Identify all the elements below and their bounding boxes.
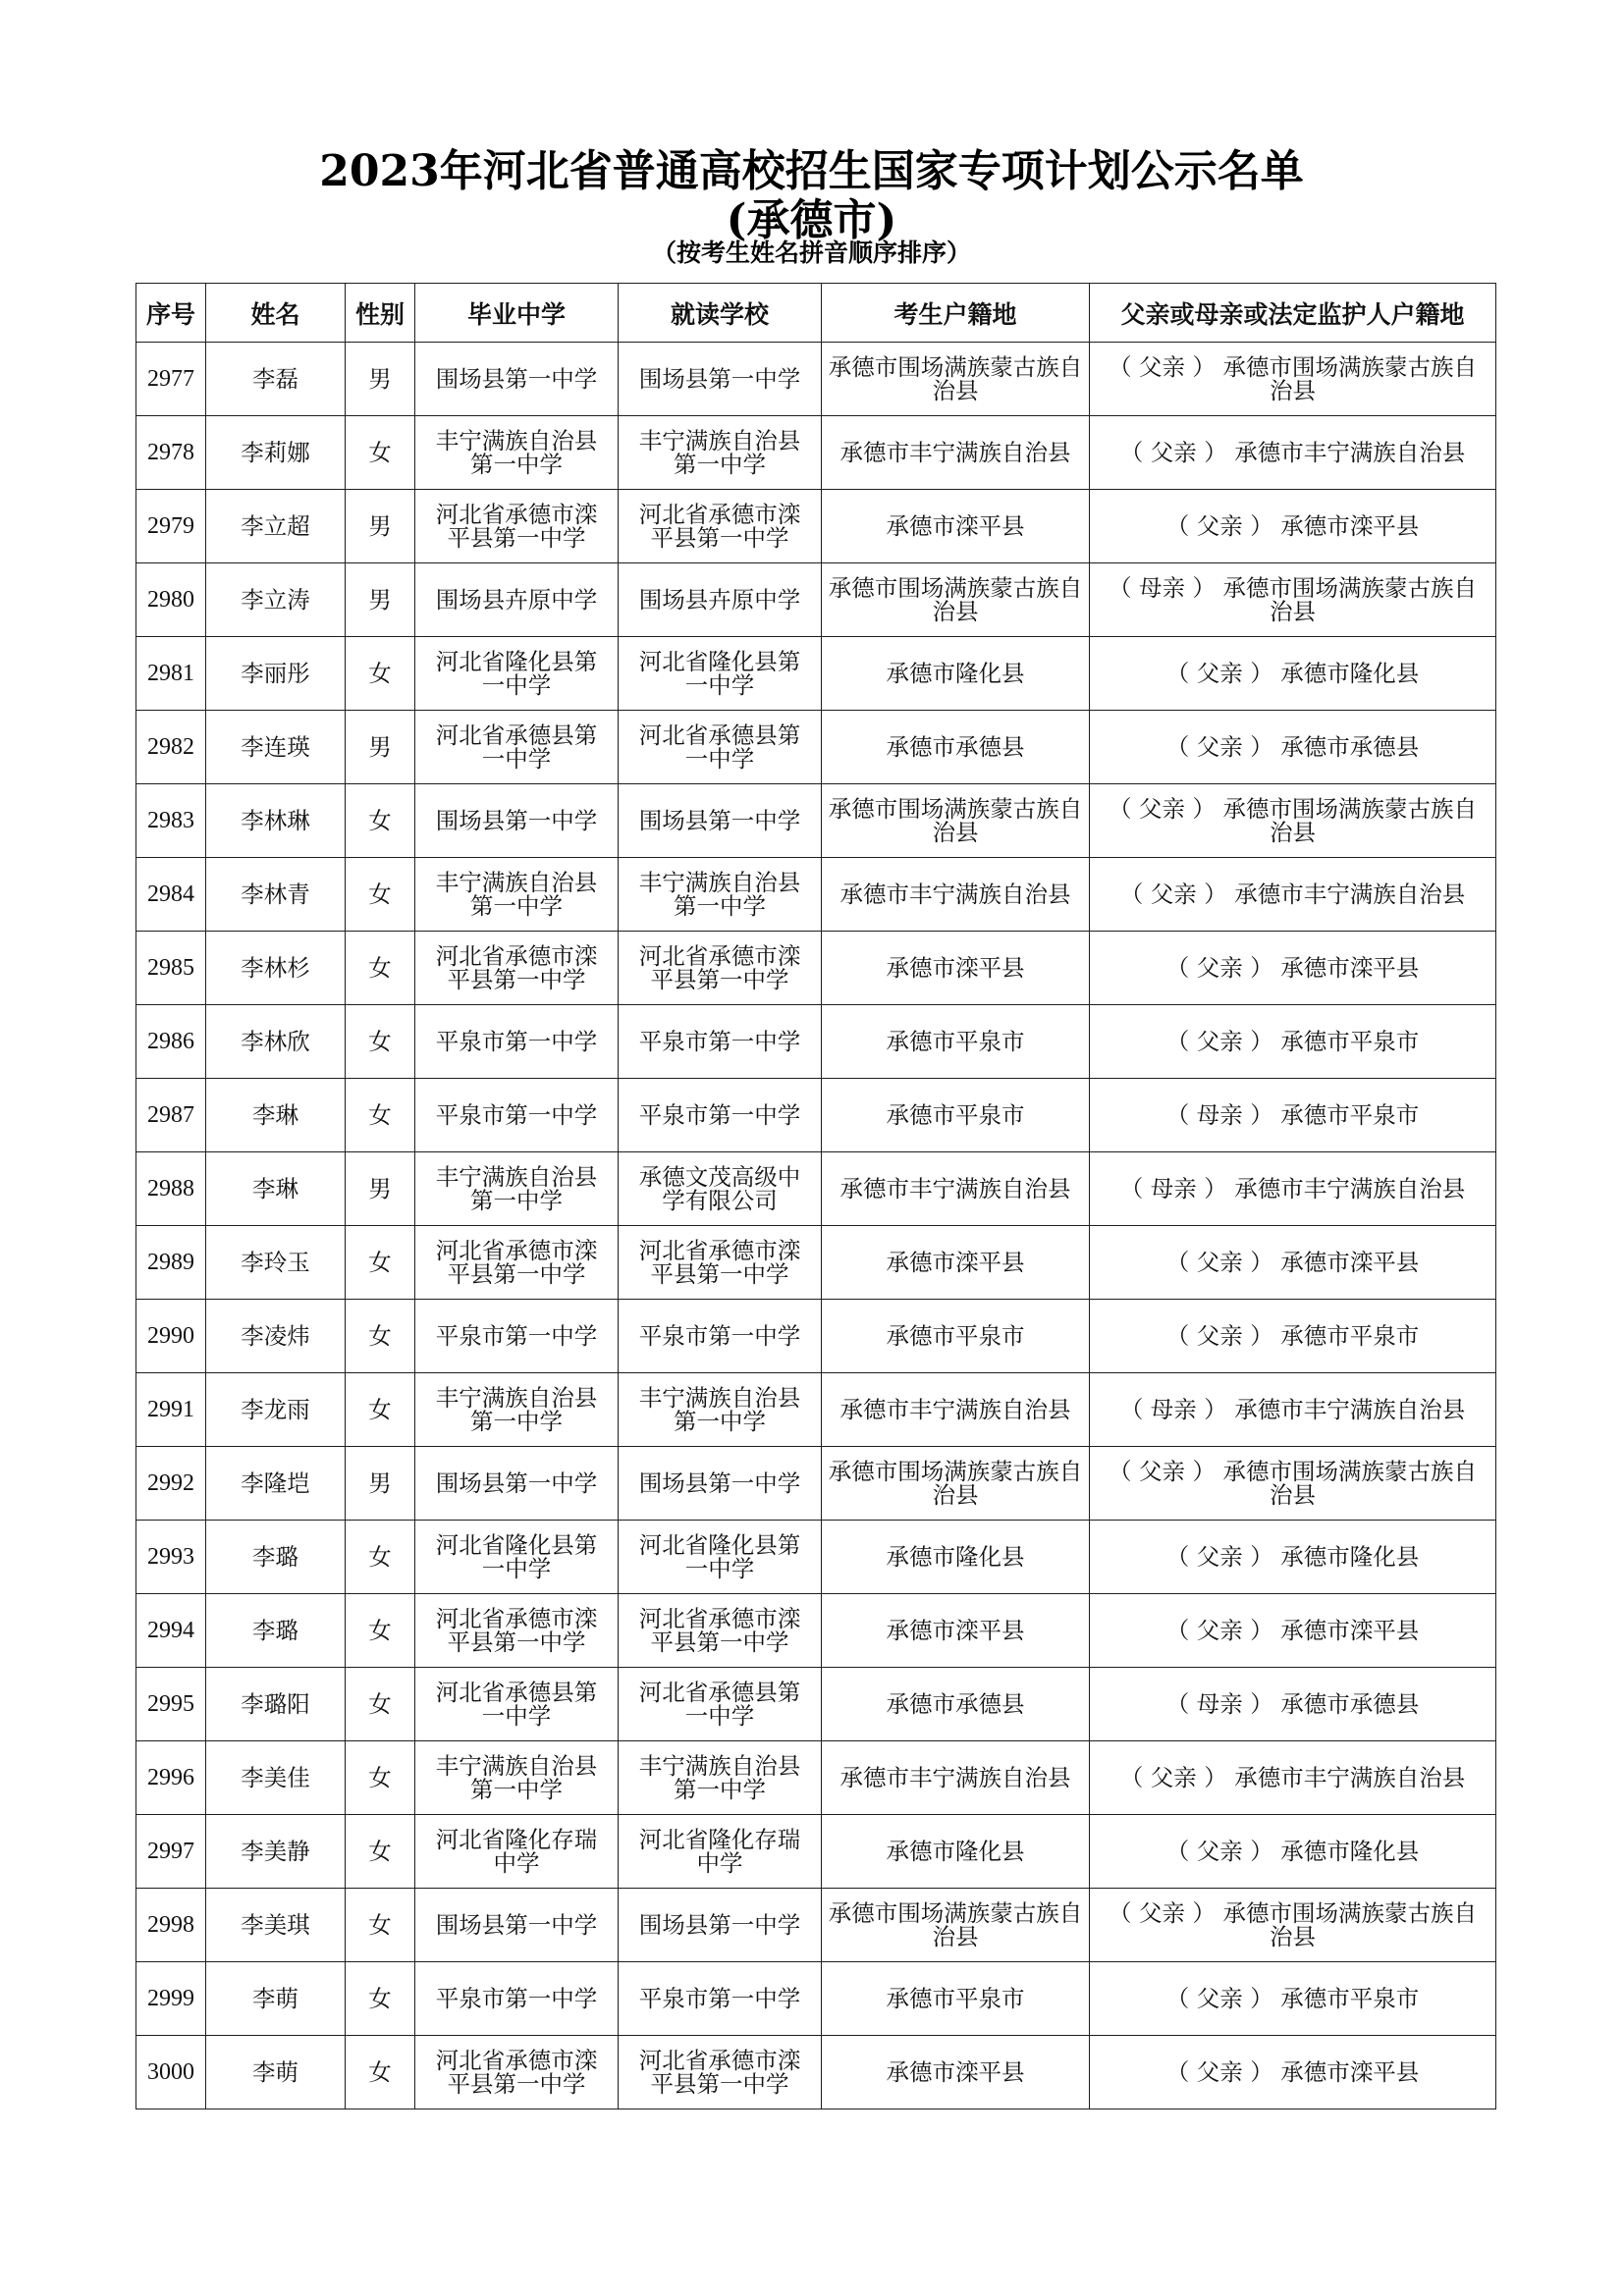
cell-name: 李隆垲: [206, 1447, 346, 1521]
cell-current-school: 承德文茂高级中学有限公司: [619, 1152, 822, 1226]
cell-seq: 2986: [136, 1005, 206, 1079]
cell-candidate-residence: 承德市滦平县: [822, 2036, 1090, 2109]
table-row: [136, 416, 1496, 490]
cell-gender: 女: [346, 1521, 415, 1594]
cell-name: 李美静: [206, 1815, 346, 1889]
cell-graduation-school: 平泉市第一中学: [415, 1079, 619, 1152]
cell-graduation-school: 丰宁满族自治县第一中学: [415, 416, 619, 490]
table-row: [136, 1594, 1496, 1668]
cell-gender: 男: [346, 1152, 415, 1226]
cell-current-school: 河北省隆化县第一中学: [619, 637, 822, 711]
cell-guardian-residence: （ 父亲 ） 承德市围场满族蒙古族自治县: [1090, 784, 1496, 858]
cell-name: 李连瑛: [206, 711, 346, 784]
cell-current-school: 围场县第一中学: [619, 784, 822, 858]
cell-current-school: 丰宁满族自治县第一中学: [619, 1373, 822, 1447]
cell-graduation-school: 河北省承德县第一中学: [415, 1668, 619, 1741]
cell-graduation-school: 河北省承德县第一中学: [415, 711, 619, 784]
cell-current-school: 围场县卉原中学: [619, 563, 822, 637]
cell-gender: 女: [346, 1889, 415, 1962]
cell-current-school: 围场县第一中学: [619, 1447, 822, 1521]
cell-candidate-residence: 承德市滦平县: [822, 490, 1090, 563]
cell-candidate-residence: 承德市围场满族蒙古族自治县: [822, 1889, 1090, 1962]
table-row: [136, 1300, 1496, 1373]
cell-candidate-residence: 承德市滦平县: [822, 1594, 1090, 1668]
cell-graduation-school: 围场县第一中学: [415, 1889, 619, 1962]
table-row: [136, 1373, 1496, 1447]
cell-candidate-residence: 承德市围场满族蒙古族自治县: [822, 343, 1090, 416]
cell-current-school: 平泉市第一中学: [619, 1962, 822, 2036]
cell-graduation-school: 围场县卉原中学: [415, 563, 619, 637]
cell-name: 李立超: [206, 490, 346, 563]
cell-gender: 女: [346, 1668, 415, 1741]
cell-graduation-school: 河北省隆化县第一中学: [415, 637, 619, 711]
cell-guardian-residence: （ 父亲 ） 承德市围场满族蒙古族自治县: [1090, 343, 1496, 416]
cell-guardian-residence: （ 父亲 ） 承德市丰宁满族自治县: [1090, 416, 1496, 490]
cell-guardian-residence: （ 父亲 ） 承德市丰宁满族自治县: [1090, 858, 1496, 932]
cell-gender: 男: [346, 490, 415, 563]
cell-seq: 2987: [136, 1079, 206, 1152]
cell-name: 李璐: [206, 1521, 346, 1594]
cell-gender: 女: [346, 637, 415, 711]
cell-gender: 女: [346, 1300, 415, 1373]
cell-name: 李璐: [206, 1594, 346, 1668]
cell-name: 李林欣: [206, 1005, 346, 1079]
header-row: [136, 284, 1496, 343]
cell-candidate-residence: 承德市隆化县: [822, 1815, 1090, 1889]
cell-current-school: 围场县第一中学: [619, 1889, 822, 1962]
cell-guardian-residence: （ 父亲 ） 承德市承德县: [1090, 711, 1496, 784]
cell-guardian-residence: （ 父亲 ） 承德市围场满族蒙古族自治县: [1090, 1889, 1496, 1962]
cell-seq: 2990: [136, 1300, 206, 1373]
cell-candidate-residence: 承德市平泉市: [822, 1300, 1090, 1373]
cell-gender: 女: [346, 1741, 415, 1815]
cell-guardian-residence: （ 父亲 ） 承德市隆化县: [1090, 1815, 1496, 1889]
sort-note: （按考生姓名拼音顺序排序）: [651, 239, 971, 267]
cell-gender: 男: [346, 711, 415, 784]
cell-gender: 女: [346, 1962, 415, 2036]
cell-current-school: 平泉市第一中学: [619, 1005, 822, 1079]
table-row: [136, 1741, 1496, 1815]
cell-candidate-residence: 承德市滦平县: [822, 932, 1090, 1005]
cell-seq: 2981: [136, 637, 206, 711]
cell-guardian-residence: （ 父亲 ） 承德市滦平县: [1090, 1594, 1496, 1668]
cell-candidate-residence: 承德市平泉市: [822, 1005, 1090, 1079]
cell-candidate-residence: 承德市丰宁满族自治县: [822, 1741, 1090, 1815]
cell-name: 李琳: [206, 1079, 346, 1152]
cell-seq: 2982: [136, 711, 206, 784]
table-row: [136, 784, 1496, 858]
cell-guardian-residence: （ 父亲 ） 承德市平泉市: [1090, 1005, 1496, 1079]
cell-seq: 2983: [136, 784, 206, 858]
cell-name: 李凌炜: [206, 1300, 346, 1373]
cell-candidate-residence: 承德市隆化县: [822, 1521, 1090, 1594]
cell-candidate-residence: 承德市隆化县: [822, 637, 1090, 711]
page-title: 2023年河北省普通高校招生国家专项计划公示名单: [319, 146, 1304, 196]
cell-seq: 2992: [136, 1447, 206, 1521]
cell-seq: 2997: [136, 1815, 206, 1889]
table-row: [136, 1668, 1496, 1741]
cell-graduation-school: 平泉市第一中学: [415, 1005, 619, 1079]
table-row: [136, 637, 1496, 711]
cell-gender: 女: [346, 1594, 415, 1668]
cell-gender: 男: [346, 563, 415, 637]
cell-current-school: 河北省承德县第一中学: [619, 1668, 822, 1741]
cell-seq: 2977: [136, 343, 206, 416]
table-row: [136, 490, 1496, 563]
cell-gender: 女: [346, 858, 415, 932]
cell-guardian-residence: （ 父亲 ） 承德市隆化县: [1090, 637, 1496, 711]
cell-graduation-school: 河北省承德市滦平县第一中学: [415, 932, 619, 1005]
cell-guardian-residence: （ 母亲 ） 承德市丰宁满族自治县: [1090, 1152, 1496, 1226]
cell-seq: 2978: [136, 416, 206, 490]
cell-seq: 2993: [136, 1521, 206, 1594]
cell-current-school: 河北省承德市滦平县第一中学: [619, 1594, 822, 1668]
cell-guardian-residence: （ 父亲 ） 承德市平泉市: [1090, 1300, 1496, 1373]
cell-current-school: 平泉市第一中学: [619, 1079, 822, 1152]
cell-name: 李立涛: [206, 563, 346, 637]
cell-graduation-school: 围场县第一中学: [415, 784, 619, 858]
column-header-guardian-residence: 父亲或母亲或法定监护人户籍地: [1090, 284, 1496, 343]
cell-candidate-residence: 承德市丰宁满族自治县: [822, 1152, 1090, 1226]
cell-graduation-school: 河北省隆化存瑞中学: [415, 1815, 619, 1889]
cell-guardian-residence: （ 父亲 ） 承德市隆化县: [1090, 1521, 1496, 1594]
cell-name: 李林杉: [206, 932, 346, 1005]
table-row: [136, 1005, 1496, 1079]
column-header-seq: 序号: [136, 284, 206, 343]
table-row: [136, 711, 1496, 784]
cell-graduation-school: 丰宁满族自治县第一中学: [415, 1152, 619, 1226]
table-row: [136, 343, 1496, 416]
cell-gender: 女: [346, 2036, 415, 2109]
cell-guardian-residence: （ 父亲 ） 承德市滦平县: [1090, 1226, 1496, 1300]
table-row: [136, 1815, 1496, 1889]
cell-graduation-school: 河北省承德市滦平县第一中学: [415, 1226, 619, 1300]
cell-seq: 2985: [136, 932, 206, 1005]
cell-guardian-residence: （ 父亲 ） 承德市平泉市: [1090, 1962, 1496, 2036]
cell-name: 李磊: [206, 343, 346, 416]
cell-current-school: 河北省承德市滦平县第一中学: [619, 1226, 822, 1300]
cell-graduation-school: 平泉市第一中学: [415, 1300, 619, 1373]
column-header-name: 姓名: [206, 284, 346, 343]
cell-graduation-school: 丰宁满族自治县第一中学: [415, 858, 619, 932]
column-header-candidate-residence: 考生户籍地: [822, 284, 1090, 343]
cell-current-school: 河北省隆化存瑞中学: [619, 1815, 822, 1889]
cell-guardian-residence: （ 父亲 ） 承德市滦平县: [1090, 2036, 1496, 2109]
cell-candidate-residence: 承德市承德县: [822, 711, 1090, 784]
table-row: [136, 858, 1496, 932]
cell-graduation-school: 丰宁满族自治县第一中学: [415, 1741, 619, 1815]
cell-graduation-school: 河北省承德市滦平县第一中学: [415, 490, 619, 563]
cell-current-school: 丰宁满族自治县第一中学: [619, 416, 822, 490]
cell-candidate-residence: 承德市围场满族蒙古族自治县: [822, 563, 1090, 637]
cell-candidate-residence: 承德市围场满族蒙古族自治县: [822, 1447, 1090, 1521]
cell-seq: 2994: [136, 1594, 206, 1668]
table-row: [136, 1521, 1496, 1594]
cell-current-school: 河北省承德市滦平县第一中学: [619, 490, 822, 563]
cell-current-school: 围场县第一中学: [619, 343, 822, 416]
cell-gender: 女: [346, 784, 415, 858]
cell-current-school: 平泉市第一中学: [619, 1300, 822, 1373]
cell-gender: 男: [346, 343, 415, 416]
table-row: [136, 563, 1496, 637]
cell-gender: 女: [346, 1226, 415, 1300]
candidate-table: [135, 283, 1496, 2109]
cell-seq: 2980: [136, 563, 206, 637]
cell-guardian-residence: （ 父亲 ） 承德市丰宁满族自治县: [1090, 1741, 1496, 1815]
cell-candidate-residence: 承德市承德县: [822, 1668, 1090, 1741]
cell-seq: 2991: [136, 1373, 206, 1447]
cell-gender: 女: [346, 932, 415, 1005]
table-row: [136, 1889, 1496, 1962]
table-row: [136, 1152, 1496, 1226]
table-body: [136, 343, 1496, 2109]
cell-guardian-residence: （ 母亲 ） 承德市承德县: [1090, 1668, 1496, 1741]
cell-current-school: 丰宁满族自治县第一中学: [619, 1741, 822, 1815]
cell-seq: 2988: [136, 1152, 206, 1226]
table-row: [136, 1447, 1496, 1521]
column-header-gender: 性别: [346, 284, 415, 343]
cell-seq: 2979: [136, 490, 206, 563]
cell-gender: 女: [346, 1005, 415, 1079]
cell-current-school: 河北省承德县第一中学: [619, 711, 822, 784]
cell-current-school: 丰宁满族自治县第一中学: [619, 858, 822, 932]
cell-seq: 2999: [136, 1962, 206, 2036]
cell-gender: 男: [346, 1447, 415, 1521]
cell-current-school: 河北省隆化县第一中学: [619, 1521, 822, 1594]
cell-graduation-school: 平泉市第一中学: [415, 1962, 619, 2036]
cell-candidate-residence: 承德市平泉市: [822, 1079, 1090, 1152]
cell-seq: 2995: [136, 1668, 206, 1741]
cell-graduation-school: 围场县第一中学: [415, 343, 619, 416]
cell-name: 李丽彤: [206, 637, 346, 711]
table-row: [136, 932, 1496, 1005]
column-header-current-school: 就读学校: [619, 284, 822, 343]
cell-candidate-residence: 承德市丰宁满族自治县: [822, 416, 1090, 490]
table-header: [136, 284, 1496, 343]
cell-guardian-residence: （ 母亲 ） 承德市围场满族蒙古族自治县: [1090, 563, 1496, 637]
table-row: [136, 1226, 1496, 1300]
column-header-graduation-school: 毕业中学: [415, 284, 619, 343]
cell-graduation-school: 河北省承德市滦平县第一中学: [415, 2036, 619, 2109]
cell-guardian-residence: （ 父亲 ） 承德市滦平县: [1090, 932, 1496, 1005]
cell-name: 李美佳: [206, 1741, 346, 1815]
cell-guardian-residence: （ 父亲 ） 承德市滦平县: [1090, 490, 1496, 563]
cell-guardian-residence: （ 母亲 ） 承德市丰宁满族自治县: [1090, 1373, 1496, 1447]
cell-name: 李莉娜: [206, 416, 346, 490]
page-subtitle: (承德市): [726, 195, 897, 245]
cell-name: 李璐阳: [206, 1668, 346, 1741]
cell-graduation-school: 丰宁满族自治县第一中学: [415, 1373, 619, 1447]
cell-name: 李龙雨: [206, 1373, 346, 1447]
cell-name: 李萌: [206, 2036, 346, 2109]
cell-name: 李林青: [206, 858, 346, 932]
cell-candidate-residence: 承德市围场满族蒙古族自治县: [822, 784, 1090, 858]
cell-seq: 2996: [136, 1741, 206, 1815]
cell-current-school: 河北省承德市滦平县第一中学: [619, 2036, 822, 2109]
cell-gender: 女: [346, 416, 415, 490]
cell-guardian-residence: （ 父亲 ） 承德市围场满族蒙古族自治县: [1090, 1447, 1496, 1521]
cell-candidate-residence: 承德市滦平县: [822, 1226, 1090, 1300]
cell-gender: 女: [346, 1815, 415, 1889]
cell-guardian-residence: （ 母亲 ） 承德市平泉市: [1090, 1079, 1496, 1152]
cell-seq: 3000: [136, 2036, 206, 2109]
cell-gender: 女: [346, 1079, 415, 1152]
cell-seq: 2998: [136, 1889, 206, 1962]
cell-graduation-school: 围场县第一中学: [415, 1447, 619, 1521]
cell-gender: 女: [346, 1373, 415, 1447]
cell-name: 李琳: [206, 1152, 346, 1226]
table-row: [136, 1962, 1496, 2036]
cell-candidate-residence: 承德市丰宁满族自治县: [822, 1373, 1090, 1447]
cell-seq: 2984: [136, 858, 206, 932]
cell-name: 李玲玉: [206, 1226, 346, 1300]
table-row: [136, 2036, 1496, 2109]
cell-name: 李林琳: [206, 784, 346, 858]
cell-name: 李美琪: [206, 1889, 346, 1962]
cell-candidate-residence: 承德市平泉市: [822, 1962, 1090, 2036]
cell-seq: 2989: [136, 1226, 206, 1300]
cell-graduation-school: 河北省承德市滦平县第一中学: [415, 1594, 619, 1668]
cell-name: 李萌: [206, 1962, 346, 2036]
cell-graduation-school: 河北省隆化县第一中学: [415, 1521, 619, 1594]
cell-current-school: 河北省承德市滦平县第一中学: [619, 932, 822, 1005]
table-row: [136, 1079, 1496, 1152]
cell-candidate-residence: 承德市丰宁满族自治县: [822, 858, 1090, 932]
